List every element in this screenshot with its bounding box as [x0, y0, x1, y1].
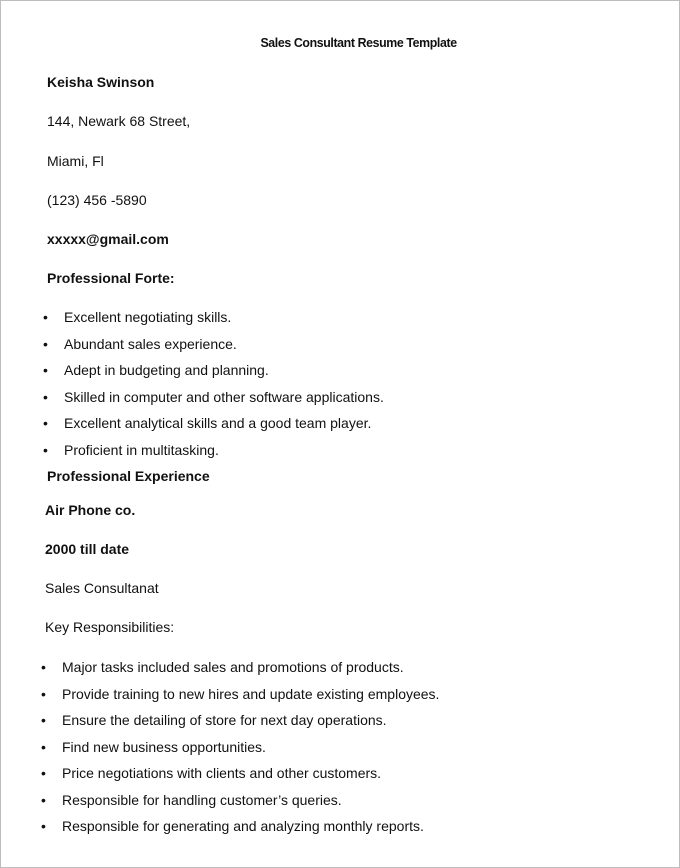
phone-number: (123) 456 -5890 [47, 192, 147, 208]
bullet-icon: • [41, 712, 46, 728]
document-title: Sales Consultant Resume Template [260, 35, 457, 50]
bullet-icon: • [43, 441, 48, 458]
company-name: Air Phone co. [45, 502, 136, 518]
bullet-icon: • [43, 388, 48, 405]
bullet-icon: • [41, 685, 46, 702]
employment-period: 2000 till date [45, 541, 130, 557]
bullet-icon: • [43, 362, 48, 378]
email-address: xxxxx@gmail.com [47, 231, 169, 247]
responsibilities-heading: Key Responsibilities: [45, 619, 175, 635]
bullet-icon: • [41, 765, 46, 781]
resume-page: Sales Consultant Resume Template Keisha Swinson 144, Newark 68 Street, Miami, Fl (123) 456 -5890 xxxxx@gmail.com Professional Forte: • Excellent negotiating skills. • Abundant sales experience. • Adept in budgeting and planning. • Skilled in computer and other software applications. • Excellent analytical skills and a good team player. • Proficient in multitasking. Professional Experience Air Phone co. 2000 till date Sales Consultanat Key Responsibilities: • Major tasks included sales and promotions of products. • Provide training to new hires and update existing employees. • Ensure the detailing of store for next day operations. • Find new business opportunities. • Price negotiations with clients and other customers. • Responsible for handling customer’s queries. • Responsible for generating and analyzing monthly reports. [0, 0, 680, 868]
bullet-icon: • [41, 738, 46, 755]
address-line-2: Miami, Fl [47, 153, 104, 169]
address-line-1: 144, Newark 68 Street, [47, 113, 191, 129]
forte-heading: Professional Forte: [47, 270, 175, 286]
candidate-name: Keisha Swinson [47, 74, 155, 90]
bullet-icon: • [41, 791, 46, 808]
experience-heading: Professional Experience [47, 468, 210, 484]
bullet-icon: • [43, 335, 48, 352]
bullet-icon: • [41, 818, 46, 834]
bullet-icon: • [41, 659, 46, 675]
bullet-icon: • [43, 415, 48, 431]
job-role: Sales Consultanat [45, 580, 159, 596]
bullet-icon: • [43, 309, 48, 325]
